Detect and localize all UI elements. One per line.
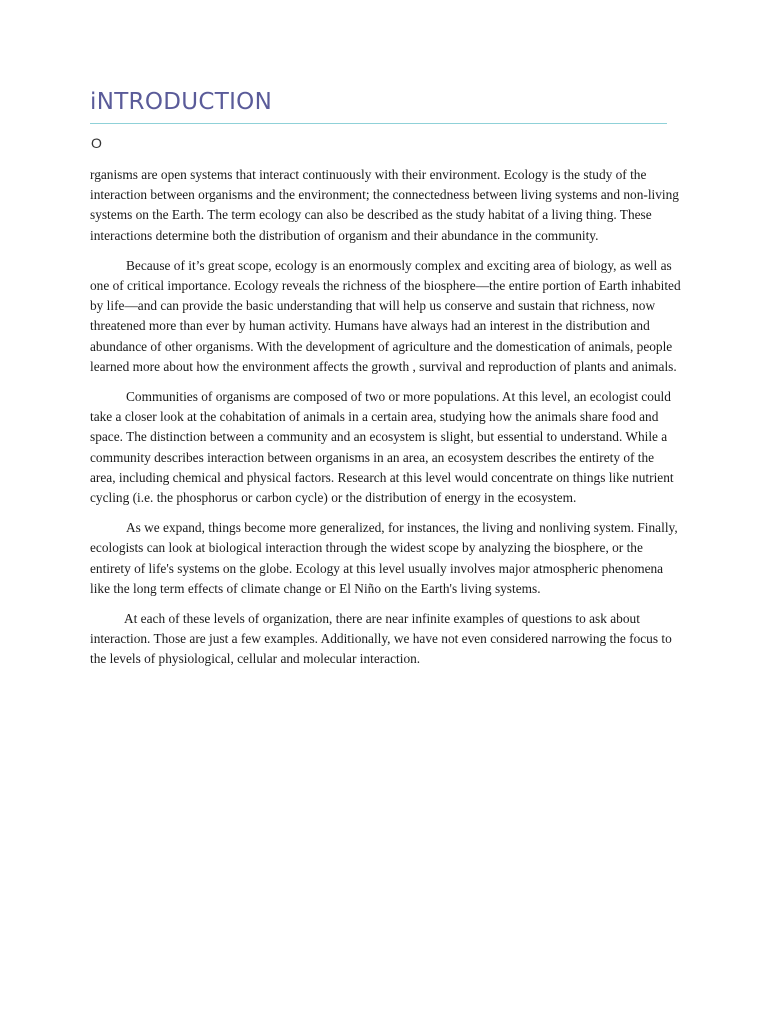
drop-letter: O bbox=[91, 135, 102, 151]
paragraph-1: rganisms are open systems that interact continuously with their environment. Ecology is the study of the interaction between organisms and the environment; the connectedness between living systems and non-living systems on the Earth. The term ecology can also be described as the study habitat of a living thing. These interactions determine both the distribution of organism and their abundance in the community. bbox=[90, 167, 679, 243]
paragraph-4: As we expand, things become more generalized, for instances, the living and nonliving system. Finally, ecologists can look at biological interaction through the widest scope by analyzing the biosphere, or the entirety of life's systems on the globe. Ecology at this level usually involves major atmospheric phenomena like the long term effects of climate change or El Niño on the Earth's living systems. bbox=[90, 520, 678, 596]
heading-divider bbox=[90, 123, 667, 124]
paragraph-3: Communities of organisms are composed of two or more populations. At this level, an ecologist could take a closer look at the cohabitation of animals in a certain area, studying how the animals share food and space. The distinction between a community and an ecosystem is slight, but essential to understand. While a community describes interaction between organisms in an area, an ecosystem describes the entirety of the area, including chemical and physical factors. Research at this level would concentrate on things like nutrient cycling (i.e. the phosphorus or carbon cycle) or the distribution of energy in the ecosystem. bbox=[90, 389, 674, 506]
paragraph-5: At each of these levels of organization, there are near infinite examples of questions to ask about interaction. Those are just a few examples. Additionally, we have not even considered narrowing the focus to the levels of physiological, cellular and molecular interaction. bbox=[90, 611, 672, 667]
body-text bbox=[90, 165, 682, 680]
section-heading: iNTRODUCTION bbox=[90, 89, 273, 115]
paragraph-2: Because of it’s great scope, ecology is an enormously complex and exciting area of biology, as well as one of critical importance. Ecology reveals the richness of the biosphere—the entire portion of Earth inhabited by life—and can provide the basic understanding that will help us conserve and sustain that richness, now threatened more than ever by human activity. Humans have always had an interest in the distribution and abundance of other organisms. With the development of agriculture and the domestication of animals, people learned more about how the environment affects the growth , survival and reproduction of plants and animals. bbox=[90, 257, 681, 374]
